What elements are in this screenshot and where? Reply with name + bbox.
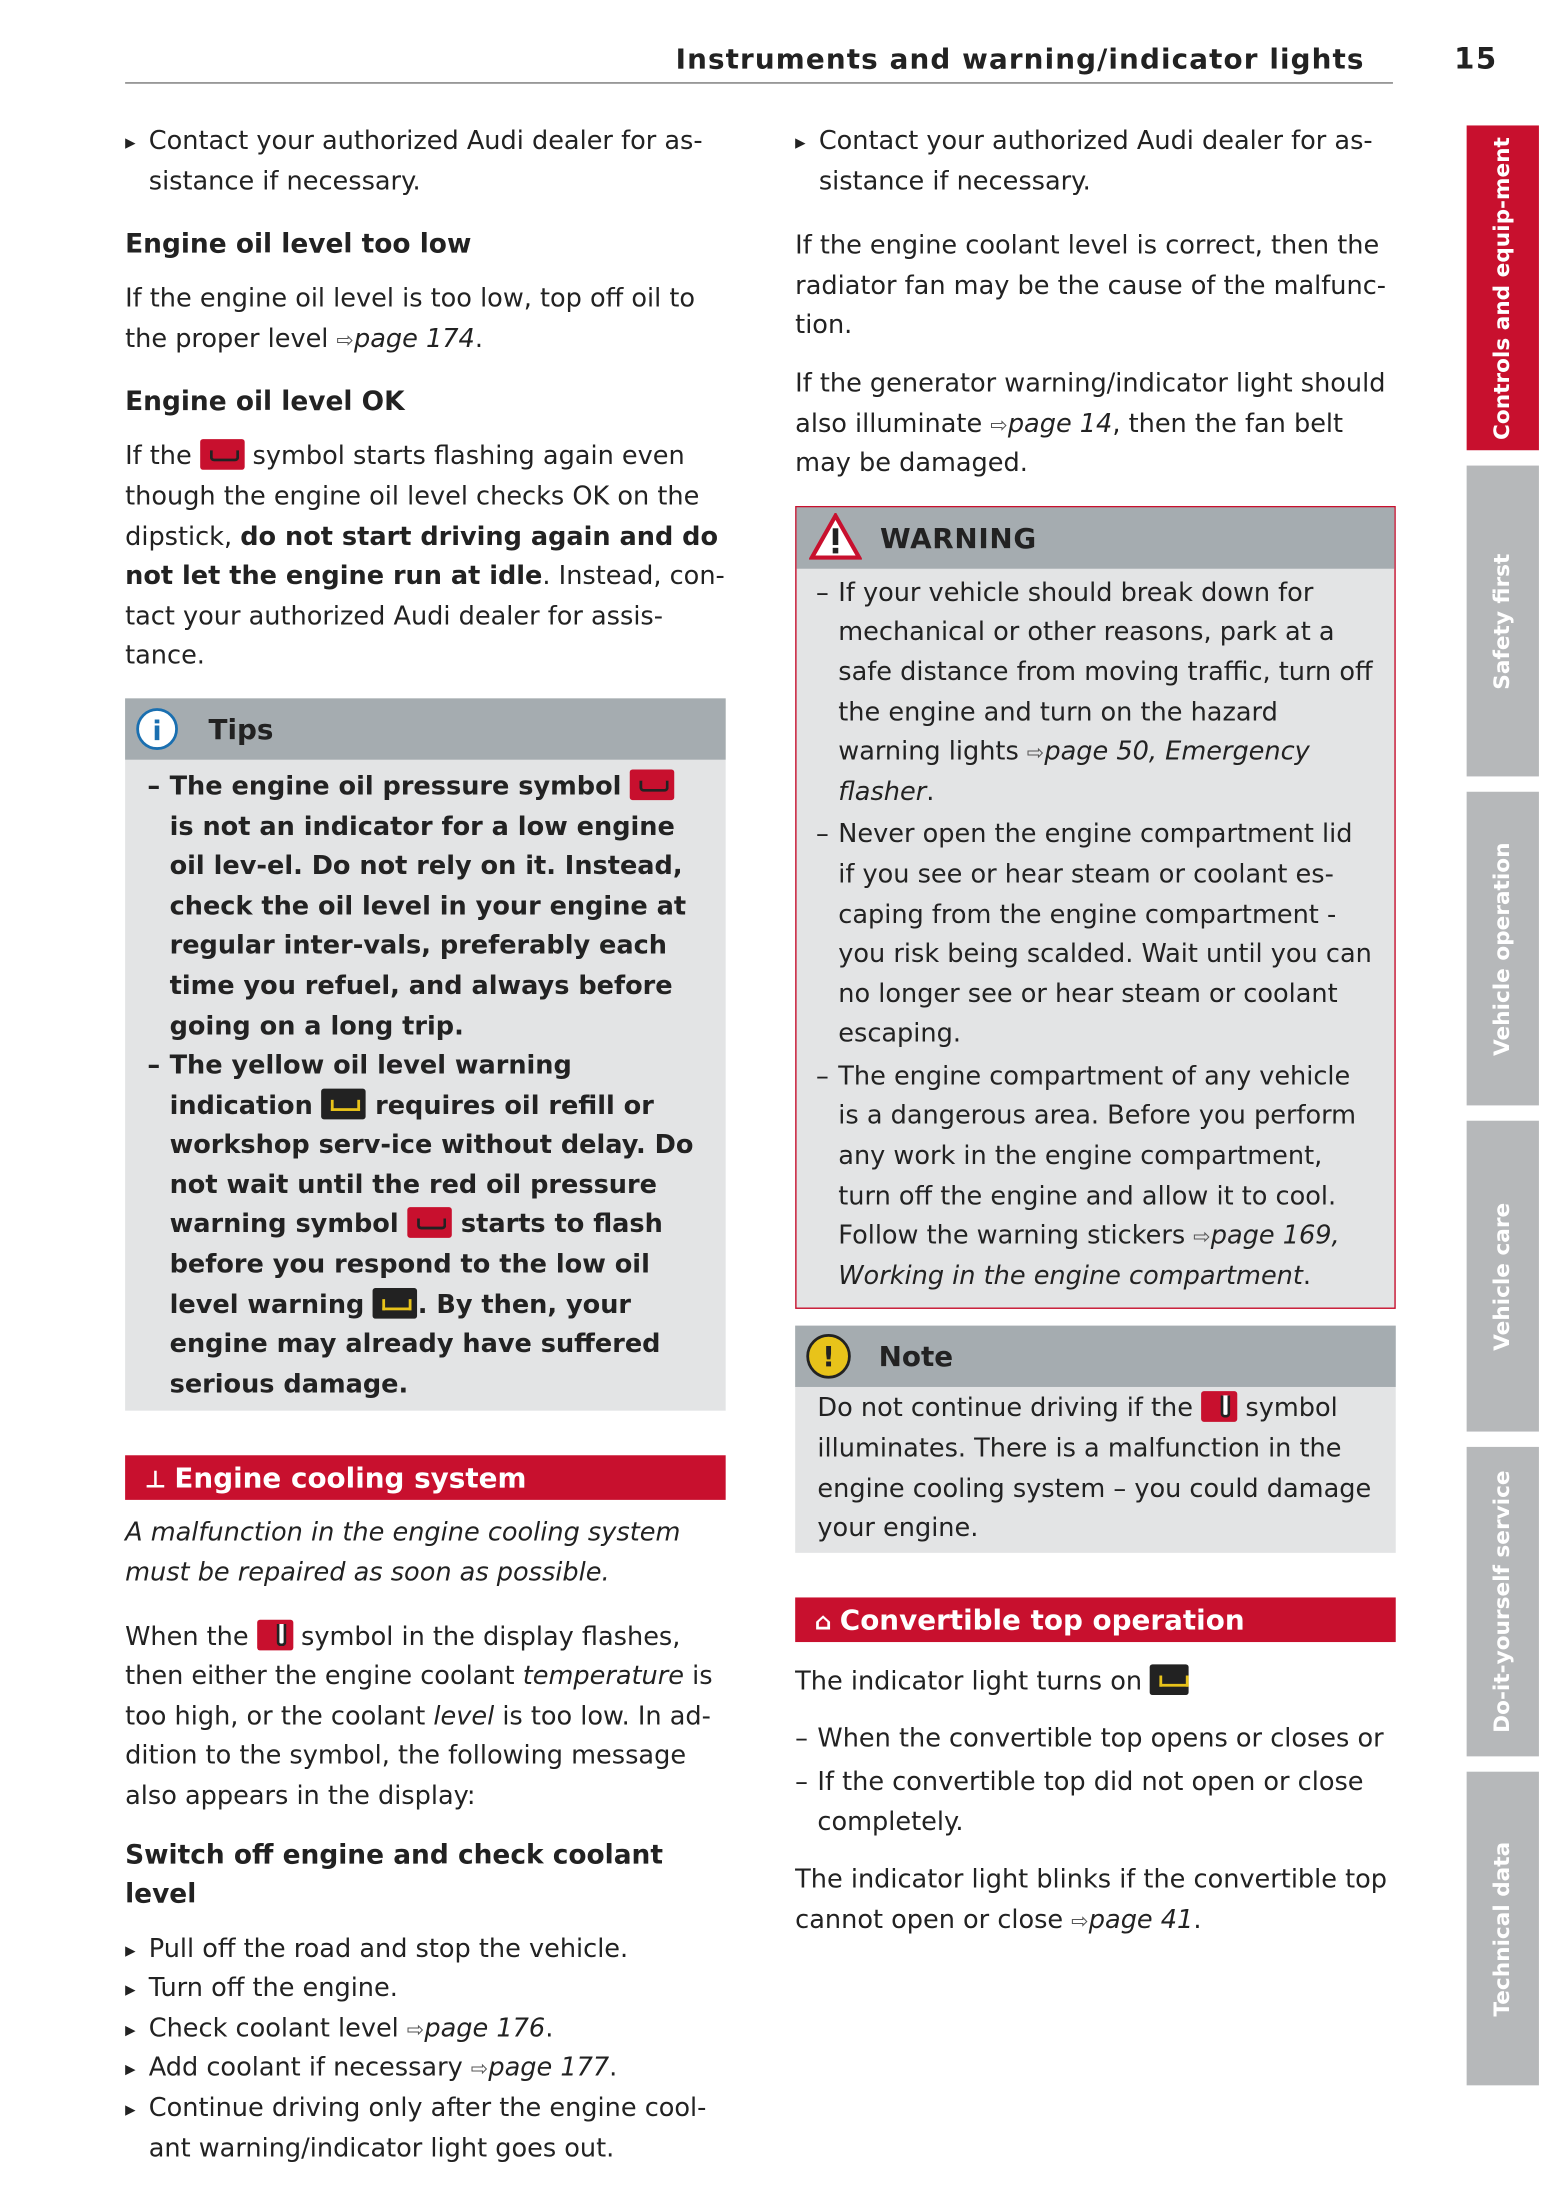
page-arrow-icon: ⇨ <box>1026 740 1045 766</box>
page-ref-link[interactable]: ⇨page 41 <box>1071 1905 1194 1935</box>
oil-level-icon <box>322 1088 366 1119</box>
note-icon: ! <box>806 1335 850 1380</box>
tab-controls-and-equipment[interactable]: Controls and equip-ment <box>1467 125 1539 450</box>
warning-box <box>795 506 1396 1310</box>
condition-opens-closes: – When the convertible top opens or closes or <box>795 1721 1396 1761</box>
left-column <box>125 123 726 2170</box>
oil-pressure-icon <box>200 440 244 471</box>
tab-do-it-yourself-service[interactable]: Do-it-yourself service <box>1467 1447 1539 1756</box>
tips-label: Tips <box>208 712 274 746</box>
page-ref-link[interactable]: ⇨page 169, Working in the engine compartment <box>838 1221 1340 1291</box>
note-text: Do not continue driving if the symbol illuminates. There is a malfunction in the engine cooling system – you could damage your engine. <box>817 1390 1376 1549</box>
page-arrow-icon: ⇨ <box>470 2056 489 2082</box>
note-label: Note <box>878 1340 954 1374</box>
page-ref-link[interactable]: ⇨page 14 <box>990 409 1113 439</box>
warning-item-steam: – Never open the engine compartment lid if you see or hear steam or coolant es-caping from the engine compartment - you risk being scalded. Wait until you can no longer see or hear steam or coolant escaping. <box>816 816 1375 1055</box>
step-pull-off: ▸ Pull off the road and stop the vehicle. <box>125 1930 726 1970</box>
coolant-steps <box>125 1930 726 2169</box>
running-header-title: Instruments and warning/indicator lights <box>675 41 1365 76</box>
warning-header <box>797 507 1395 568</box>
warning-triangle-icon <box>809 513 862 560</box>
tab-safety-first[interactable]: Safety first <box>1467 466 1539 777</box>
note-header <box>795 1326 1396 1387</box>
paragraph-oil-too-low: If the engine oil level is too low, top off oil to the proper level ⇨page 174. <box>125 284 696 354</box>
tab-vehicle-care[interactable]: Vehicle care <box>1467 1121 1539 1432</box>
convertible-conditions <box>795 1721 1396 1843</box>
page-arrow-icon: ⇨ <box>1071 1907 1089 1934</box>
tip-oil-pressure: – The engine oil pressure symbol is not an indicator for a low engine oil lev-el. Do not rely on it. Instead, check the oil level in your engine at regular inter-vals, preferably each time you refuel, and always before going on a long trip. <box>147 768 703 1047</box>
page-ref-link[interactable]: ⇨page 50, Emergency flasher <box>838 737 1310 807</box>
tab-vehicle-operation[interactable]: Vehicle operation <box>1467 792 1539 1106</box>
warning-item-engine-compartment: – The engine compartment of any vehicle is a dangerous area. Before you perform any work in the engine compartment, turn off the engine and allow it to cool. Follow the warning stickers ⇨page 169, Working in the engine compartment. <box>816 1058 1375 1297</box>
step-check-coolant: ▸ Check coolant level ⇨page 176. <box>125 2010 726 2050</box>
oil-pressure-icon <box>408 1208 452 1239</box>
section-bar-convertible-top: ⌂ Convertible top operation <box>795 1597 1396 1642</box>
paragraph-radiator-fan: If the engine coolant level is correct, then the radiator fan may be the cause of the malfunc-tion. <box>795 231 1386 341</box>
heading-oil-too-low: Engine oil level too low <box>125 228 472 260</box>
contact-dealer-bullet: ▸ Contact your authorized Audi dealer for as-sistance if necessary. <box>795 123 1396 203</box>
page-ref-link[interactable]: ⇨page 177 <box>470 2053 610 2084</box>
section-bar-engine-cooling: ⊥ Engine cooling system <box>125 1456 726 1501</box>
tab-technical-data[interactable]: Technical data <box>1467 1772 1539 2086</box>
paragraph-indicator-blinks: The indicator light blinks if the convertible top cannot open or close ⇨page 41. <box>795 1865 1388 1935</box>
page-ref-link[interactable]: ⇨page 174 <box>336 324 475 354</box>
cooling-intro: A malfunction in the engine cooling system must be repaired as soon as possible. <box>125 1518 681 1588</box>
step-continue-driving: ▸ Continue driving only after the engine cool-ant warning/indicator light goes out. <box>125 2089 726 2169</box>
paragraph-fan-belt: If the generator warning/indicator light should also illuminate ⇨page 14, then the fan belt may be damaged. <box>795 369 1386 479</box>
warning-item-breakdown: – If your vehicle should break down for mechanical or other reasons, park at a safe distance from moving traffic, turn off the engine and turn on the hazard warning lights ⇨page 50, Emergency flasher. <box>816 574 1375 813</box>
page-arrow-icon: ⇨ <box>990 411 1008 438</box>
coolant-icon <box>1201 1392 1237 1423</box>
coolant-icon <box>257 1619 293 1650</box>
convertible-top-icon <box>1150 1664 1189 1695</box>
tip-oil-level: – The yellow oil level warning indication requires oil refill or workshop serv-ice without delay. Do not wait until the red oil pressure warning symbol starts to flash before you respond to the low oil level warning . By then, your engine may already have suffered serious damage. <box>147 1047 703 1406</box>
coolant-icon: ⊥ <box>144 1467 175 1495</box>
page-arrow-icon: ⇨ <box>406 2016 425 2042</box>
page-ref-link[interactable]: ⇨page 176 <box>406 2013 546 2044</box>
tips-box <box>125 698 726 1411</box>
page-arrow-icon: ⇨ <box>336 327 355 353</box>
header-rule <box>125 82 1393 83</box>
heading-oil-level-ok: Engine oil level OK <box>125 386 405 418</box>
paragraph-indicator-on: The indicator light turns on <box>795 1663 1396 1703</box>
note-box <box>795 1326 1396 1552</box>
convertible-top-icon: ⌂ <box>814 1608 840 1637</box>
contact-dealer-bullet: ▸ Contact your authorized Audi dealer for as-sistance if necessary. <box>125 123 726 203</box>
page-arrow-icon: ⇨ <box>1193 1224 1211 1250</box>
condition-incomplete: – If the convertible top did not open or close completely. <box>795 1763 1396 1843</box>
paragraph-coolant-warning: When the symbol in the display flashes, then either the engine coolant temperature is too high, or the coolant level is too low. In ad-dition to the symbol, the following message also appears in the display: <box>125 1618 726 1817</box>
paragraph-oil-level-ok: If the symbol starts flashing again even though the engine oil level checks OK on the dipstick, do not start driving again and do not let the engine run at idle. Instead, con-tact your authorized Audi dealer for assis-tance. <box>125 438 726 677</box>
oil-pressure-icon <box>630 769 674 800</box>
info-icon: i <box>136 708 178 750</box>
warning-label: WARNING <box>879 520 1037 555</box>
tips-header <box>125 698 726 759</box>
step-turn-off: ▸ Turn off the engine. <box>125 1970 726 2010</box>
oil-level-icon <box>373 1288 417 1319</box>
step-add-coolant: ▸ Add coolant if necessary ⇨page 177. <box>125 2050 726 2090</box>
heading-switch-off-engine: Switch off engine and check coolant level <box>125 1839 664 1910</box>
page-number: 15 <box>1454 41 1498 76</box>
right-column <box>795 123 1396 1941</box>
